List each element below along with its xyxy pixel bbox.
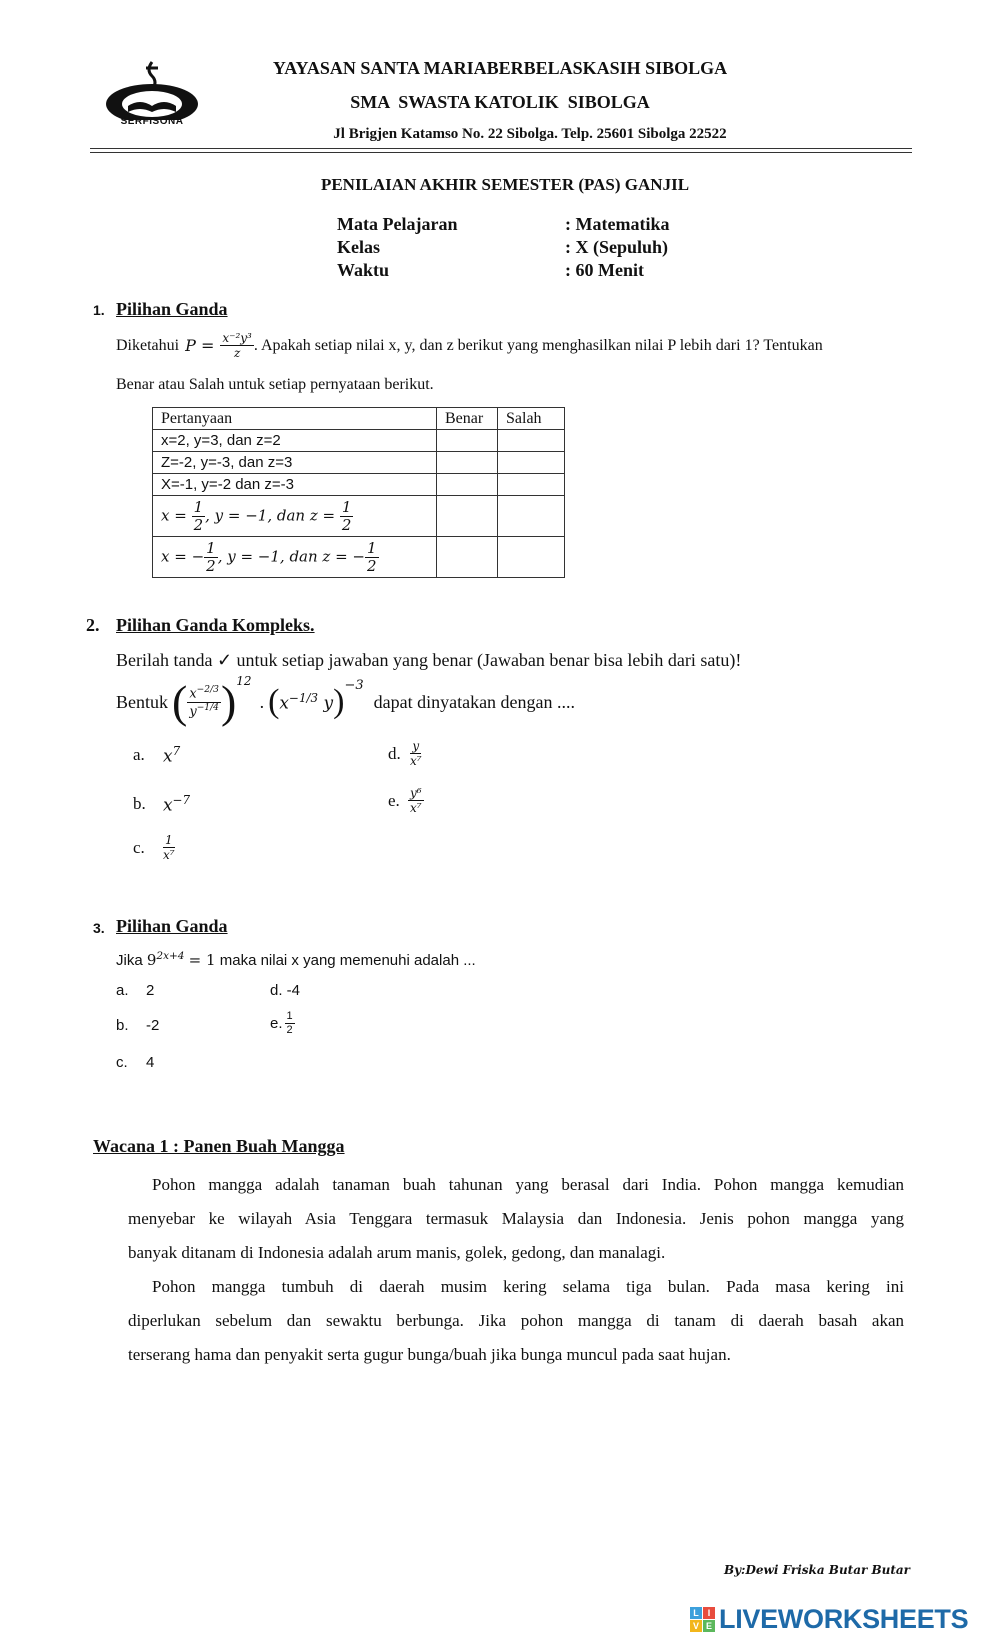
q2-expression	[116, 672, 575, 732]
q2-inner-num	[187, 686, 221, 702]
row4-mid: , y = −1, dan z =	[205, 506, 336, 524]
stem-power	[147, 951, 185, 969]
q1-truth-table	[152, 407, 565, 578]
table-row	[153, 474, 565, 496]
q1-formula-num: x⁻²y³	[222, 331, 252, 345]
frac-den: x⁷	[163, 848, 175, 862]
answer-false-cell[interactable]	[498, 496, 565, 537]
q3-option-e[interactable]	[270, 1011, 295, 1036]
q1-heading: Pilihan Ganda	[116, 299, 228, 319]
q1-intro-rest: . Apakah setiap nilai x, y, dan z berikut yang menghasilkan nilai P lebih dari 1? Tentukan	[253, 336, 823, 354]
row-question: Z=-2, y=-3, dan z=3	[153, 452, 437, 474]
answer-true-cell[interactable]	[437, 537, 498, 578]
frac-num: 1	[206, 538, 216, 557]
q3-option-b[interactable]	[116, 1017, 159, 1034]
base: x	[163, 795, 173, 816]
q1-table	[152, 407, 565, 578]
q2-expr2	[279, 691, 333, 714]
q3-option-a[interactable]	[116, 982, 154, 999]
frac-den: 2	[367, 556, 377, 575]
answer-false-cell[interactable]	[498, 474, 565, 496]
school-address: Jl Brigjen Katamso No. 22 Sibolga. Telp. 25601 Sibolga 22522	[333, 126, 727, 142]
reading-paragraph-1	[128, 1168, 904, 1270]
table-row	[153, 496, 565, 537]
paragraph-line: diperlukan sebelum dan sewaktu berbunga. Jika pohon mangga di tanam di daerah basah akan	[128, 1311, 904, 1330]
header-divider-bottom	[90, 152, 912, 153]
option-label: e.	[270, 1015, 283, 1032]
paren-right: )	[220, 676, 237, 727]
q3-option-c[interactable]	[116, 1054, 154, 1071]
header-divider-top	[90, 148, 912, 149]
info-value: : 60 Menit	[565, 260, 644, 280]
answer-true-cell[interactable]	[437, 452, 498, 474]
q2-option-a[interactable]	[133, 744, 180, 767]
author-signature: By:Dewi Friska Butar Butar	[723, 1563, 910, 1577]
row4-frac-z	[340, 497, 354, 534]
q2-option-d[interactable]	[388, 740, 424, 767]
q2-option-e[interactable]	[388, 787, 424, 814]
q2-heading: Pilihan Ganda Kompleks.	[116, 615, 315, 635]
q2-option-c[interactable]	[133, 834, 177, 861]
q1-formula-den: z	[233, 346, 241, 360]
q2-instruction: Berilah tanda ✓ untuk setiap jawaban yang benar (Jawaban benar bisa lebih dari satu)!	[116, 650, 742, 670]
foundation-name: YAYASAN SANTA MARIABERBELASKASIH SIBOLGA	[272, 58, 728, 78]
info-value: : X (Sepuluh)	[565, 237, 669, 257]
option-value	[285, 1011, 295, 1036]
frac-den: 2	[341, 515, 352, 534]
base: y	[189, 703, 197, 719]
exp: −1/3	[288, 690, 319, 705]
exp: 7	[172, 744, 181, 758]
q3-number: 3.	[93, 920, 105, 936]
option-label: a.	[133, 745, 145, 765]
col-header-question: Pertanyaan	[153, 408, 437, 430]
option-label: e.	[388, 790, 400, 810]
table-header-row	[153, 408, 565, 430]
answer-false-cell[interactable]	[498, 452, 565, 474]
q2-outer-exp: 12	[236, 674, 252, 688]
q2-mid: .	[259, 691, 265, 712]
q2-number: 2.	[86, 615, 100, 635]
q2-inner-fraction	[187, 686, 221, 718]
exam-info	[337, 213, 669, 282]
row5-frac-z	[365, 538, 379, 575]
brand-tile: L	[690, 1607, 702, 1619]
base: x	[163, 746, 173, 767]
frac-num: 1	[367, 538, 377, 557]
frac-den: 2	[286, 1024, 293, 1036]
table-row	[153, 452, 565, 474]
info-row-class	[337, 236, 669, 259]
option-value	[163, 744, 180, 767]
option-value	[161, 834, 177, 861]
option-label: d.	[388, 743, 401, 763]
exp: −2/3	[196, 685, 219, 696]
y: y	[323, 693, 334, 714]
school-name: SMA SWASTA KATOLIK SIBOLGA	[350, 92, 650, 112]
frac-num: y	[412, 739, 420, 753]
q2-expr2-outer-exp: −3	[344, 678, 364, 693]
col-header-false: Salah	[498, 408, 565, 430]
info-row-time	[337, 259, 669, 282]
option-value: 4	[146, 1054, 155, 1071]
option-label: a.	[116, 982, 129, 999]
brand-name: LIVEWORKSHEETS	[719, 1604, 969, 1634]
option-label: b.	[116, 1017, 129, 1034]
option-label: b.	[133, 794, 146, 814]
paragraph-line: terserang hama dan penyakit serta gugur bunga/buah jika bunga muncul pada saat hujan.	[128, 1345, 731, 1364]
option-value	[163, 793, 190, 816]
q2-inner-den	[187, 703, 221, 718]
info-value: : Matematika	[565, 214, 670, 234]
stem-rest: maka nilai x yang memenuhi adalah ...	[219, 952, 476, 969]
frac-den: 2	[206, 556, 216, 575]
answer-true-cell[interactable]	[437, 474, 498, 496]
answer-false-cell[interactable]	[498, 430, 565, 452]
base: x	[189, 686, 197, 702]
frac-num: y⁶	[410, 786, 422, 800]
q1-formula-fraction	[220, 332, 254, 359]
frac-den: x⁷	[410, 754, 422, 768]
q2-prefix: Bentuk	[116, 691, 168, 712]
info-label: Waktu	[337, 260, 390, 280]
stem-eq: = 1	[188, 951, 216, 969]
q1-intro-line2: Benar atau Salah untuk setiap pernyataan berikut.	[116, 376, 434, 393]
logo-caption: SERFISONA	[120, 116, 184, 127]
frac-den: 2	[193, 515, 204, 534]
exp: −7	[172, 793, 191, 807]
paren-right-2: )	[333, 683, 345, 720]
school-logo	[102, 58, 202, 132]
answer-true-cell[interactable]	[437, 496, 498, 537]
frac-den: x⁷	[410, 801, 422, 815]
row-question: x=2, y=3, dan z=2	[153, 430, 437, 452]
row-question	[153, 496, 437, 537]
q1-number: 1.	[93, 302, 105, 318]
q1-intro-prefix: Diketahui	[116, 336, 180, 354]
q1-formula-lhs: P =	[185, 336, 215, 355]
q3-heading: Pilihan Ganda	[116, 916, 228, 936]
row-question: X=-1, y=-2 dan z=-3	[153, 474, 437, 496]
q1-intro	[116, 332, 916, 359]
row4-frac-x	[192, 497, 206, 534]
info-label: Mata Pelajaran	[337, 214, 458, 234]
option-label: c.	[133, 837, 145, 857]
brand-tile: I	[703, 1607, 715, 1619]
q2-option-b[interactable]	[133, 793, 190, 816]
brand-logo-icon	[690, 1607, 715, 1632]
paragraph-line: Pohon mangga tumbuh di daerah musim kering selama tiga bulan. Pada masa kering ini	[152, 1277, 904, 1296]
paragraph-line: banyak ditanam di Indonesia adalah arum manis, golek, gedong, dan manalagi.	[128, 1243, 666, 1262]
option-value: -2	[146, 1017, 160, 1034]
paragraph-line: Pohon mangga adalah tanaman buah tahunan yang berasal dari India. Pohon mangga kemudian	[152, 1175, 904, 1194]
liveworksheets-brand	[690, 1604, 968, 1635]
exp: 2x+4	[156, 950, 185, 962]
answer-false-cell[interactable]	[498, 537, 565, 578]
paren-left: (	[172, 676, 188, 727]
brand-tile: V	[690, 1620, 702, 1632]
info-label: Kelas	[337, 237, 380, 257]
option-value	[408, 740, 424, 767]
info-row-subject	[337, 213, 669, 236]
frac-num: 1	[286, 1010, 293, 1022]
row5-mid: , y = −1, dan z = −	[217, 547, 365, 565]
answer-true-cell[interactable]	[437, 430, 498, 452]
frac-num: 1	[164, 833, 173, 847]
option-value	[408, 787, 424, 814]
q3-stem	[116, 950, 476, 969]
reading-title: Wacana 1 : Panen Buah Mangga	[93, 1136, 345, 1156]
row-question	[153, 537, 437, 578]
col-header-true: Benar	[437, 408, 498, 430]
q3-option-d[interactable]: d. -4	[270, 982, 301, 999]
paren-left-2: (	[268, 683, 280, 720]
paragraph-line: menyebar ke wilayah Asia Tenggara termasuk Malaysia dan Indonesia. Jenis pohon mangga yang	[128, 1209, 904, 1228]
row5-frac-x	[204, 538, 218, 575]
exp: −1/4	[196, 702, 219, 713]
frac-num: 1	[341, 497, 352, 516]
q2-suffix: dapat dinyatakan dengan ....	[373, 691, 576, 712]
row5-x: x = −	[161, 547, 205, 565]
exam-title: PENILAIAN AKHIR SEMESTER (PAS) GANJIL	[320, 175, 690, 194]
reading-paragraph-2	[128, 1270, 904, 1372]
table-row	[153, 430, 565, 452]
option-value: 2	[146, 982, 155, 999]
brand-tile: E	[703, 1620, 715, 1632]
option-label: c.	[116, 1054, 128, 1071]
row4-x: x =	[161, 506, 187, 524]
stem-prefix: Jika	[116, 952, 143, 969]
table-row	[153, 537, 565, 578]
base: x	[279, 693, 289, 714]
base: 9	[146, 951, 157, 969]
frac-num: 1	[193, 497, 204, 516]
